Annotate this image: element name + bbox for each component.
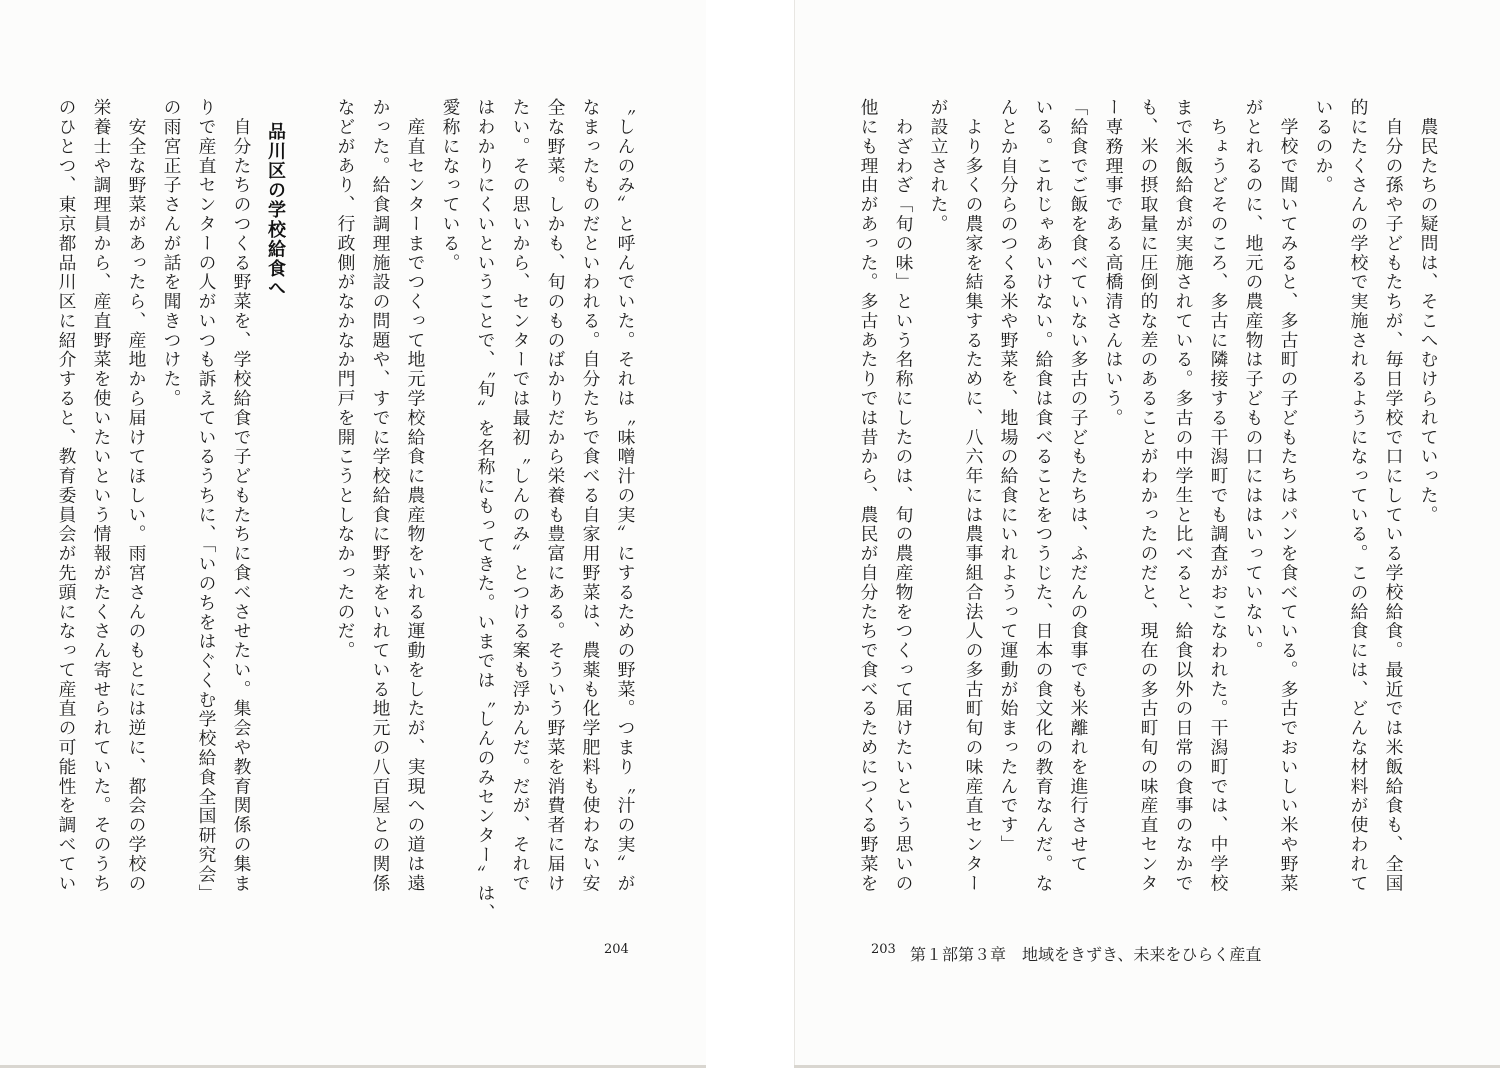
- text-column: 安全な野菜があったら、産地から届けてほしい。雨宮さんのもとには逆に、都会の学校の: [126, 98, 147, 893]
- text-column: なまったものだといわれる。自分たちで食べる自家用野菜は、農薬も化学肥料も使わない安: [580, 98, 601, 893]
- right-page: [794, 0, 1500, 1068]
- text-column: のひとつ、東京都品川区に紹介すると、教育委員会が先頭になって産直の可能性を調べてい: [56, 98, 77, 893]
- text-column: いる。これじゃあいけない。給食は食べることをつうじた、日本の食文化の教育なんだ。な: [1033, 98, 1054, 893]
- text-column: 自分たちのつくる野菜を、学校給食で子どもたちに食べさせたい。集会や教育関係の集ま: [231, 98, 252, 893]
- text-column: 栄養士や調理員から、産直野菜を使いたいという情報がたくさん寄せられていた。そのうち: [91, 98, 112, 893]
- text-column: 全な野菜。しかも、旬のものばかりだから栄養も豊富にある。そういう野菜を消費者に届け: [545, 98, 566, 893]
- section-heading: 品川区の学校給食へ: [265, 122, 286, 299]
- text-column: たい。その思いから、センターでは最初〝しんのみ〟とつける案も浮かんだ。だが、それで: [510, 98, 531, 893]
- text-column: わざわざ「旬の味」という名称にしたのは、旬の農産物をつくって届けたいという思いの: [893, 98, 914, 893]
- page-number: 203: [871, 942, 896, 957]
- text-column: がとれるのに、地元の農産物は子どもの口にははいっていない。: [1243, 98, 1264, 661]
- text-column: 他にも理由があった。多古あたりでは昔から、農民が自分たちで食べるためにつくる野菜を: [858, 98, 879, 893]
- text-column: まで米飯給食が実施されている。多古の中学生と比べると、給食以外の日常の食事のなかで: [1173, 98, 1194, 893]
- page-gutter: [706, 0, 794, 1068]
- text-column: の雨宮正子さんが話を聞きつけた。: [161, 98, 182, 409]
- page-number: 204: [604, 942, 629, 957]
- text-column: ー専務理事である高橋清さんはいう。: [1103, 98, 1124, 428]
- left-page: [0, 0, 707, 1068]
- text-column: いるのか。: [1313, 98, 1334, 195]
- text-column: んとか自分らのつくる米や野菜を、地場の給食にいれようって運動が始まったんです」: [998, 98, 1019, 855]
- text-column: 的にたくさんの学校で実施されるようになっている。この給食には、どんな材料が使われて: [1348, 98, 1369, 893]
- text-column: 農民たちの疑問は、そこへむけられていった。: [1418, 98, 1439, 525]
- text-column: 「給食でご飯を食べていない多古の子どもたちは、ふだんの食事でも米離れを進行させて: [1068, 98, 1089, 874]
- text-column: が設立された。: [928, 98, 949, 234]
- text-column: 〝しんのみ〟と呼んでいた。それは〝味噌汁の実〟にするための野菜。つまり〝汁の実〟が: [615, 98, 636, 893]
- text-column: も、米の摂取量に圧倒的な差のあることがわかったのだと、現在の多古町旬の味産直センタ: [1138, 98, 1159, 893]
- running-head: 第１部第３章 地域をきずき、未来をひらく産直: [910, 945, 1262, 964]
- text-column: 産直センターまでつくって地元学校給食に農産物をいれる運動をしたが、実現への道は遠: [405, 98, 426, 893]
- text-column: 自分の孫や子どもたちが、毎日学校で口にしている学校給食。最近では米飯給食も、全国: [1383, 98, 1404, 893]
- text-column: ちょうどそのころ、多古に隣接する干潟町でも調査がおこなわれた。干潟町では、中学校: [1208, 98, 1229, 893]
- text-column: かった。給食調理施設の問題や、すでに学校給食に野菜をいれている地元の八百屋との関係: [370, 98, 391, 893]
- text-column: はわかりにくいということで、〝旬〟を名称にもってきた。いまでは〝しんのみセンター〟は、: [475, 98, 496, 923]
- text-column: 愛称になっている。: [440, 98, 461, 273]
- text-column: などがあり、行政側がなかなか門戸を開こうとしなかったのだ。: [335, 98, 356, 661]
- text-column: 学校で聞いてみると、多古町の子どもたちはパンを食べている。多古でおいしい米や野菜: [1278, 98, 1299, 893]
- text-column: より多くの農家を結集するために、八六年には農事組合法人の多古町旬の味産直センター: [963, 98, 984, 893]
- text-column: りで産直センターの人がいつも訴えているうちに、「いのちをはぐくむ学校給食全国研究会」: [196, 98, 217, 904]
